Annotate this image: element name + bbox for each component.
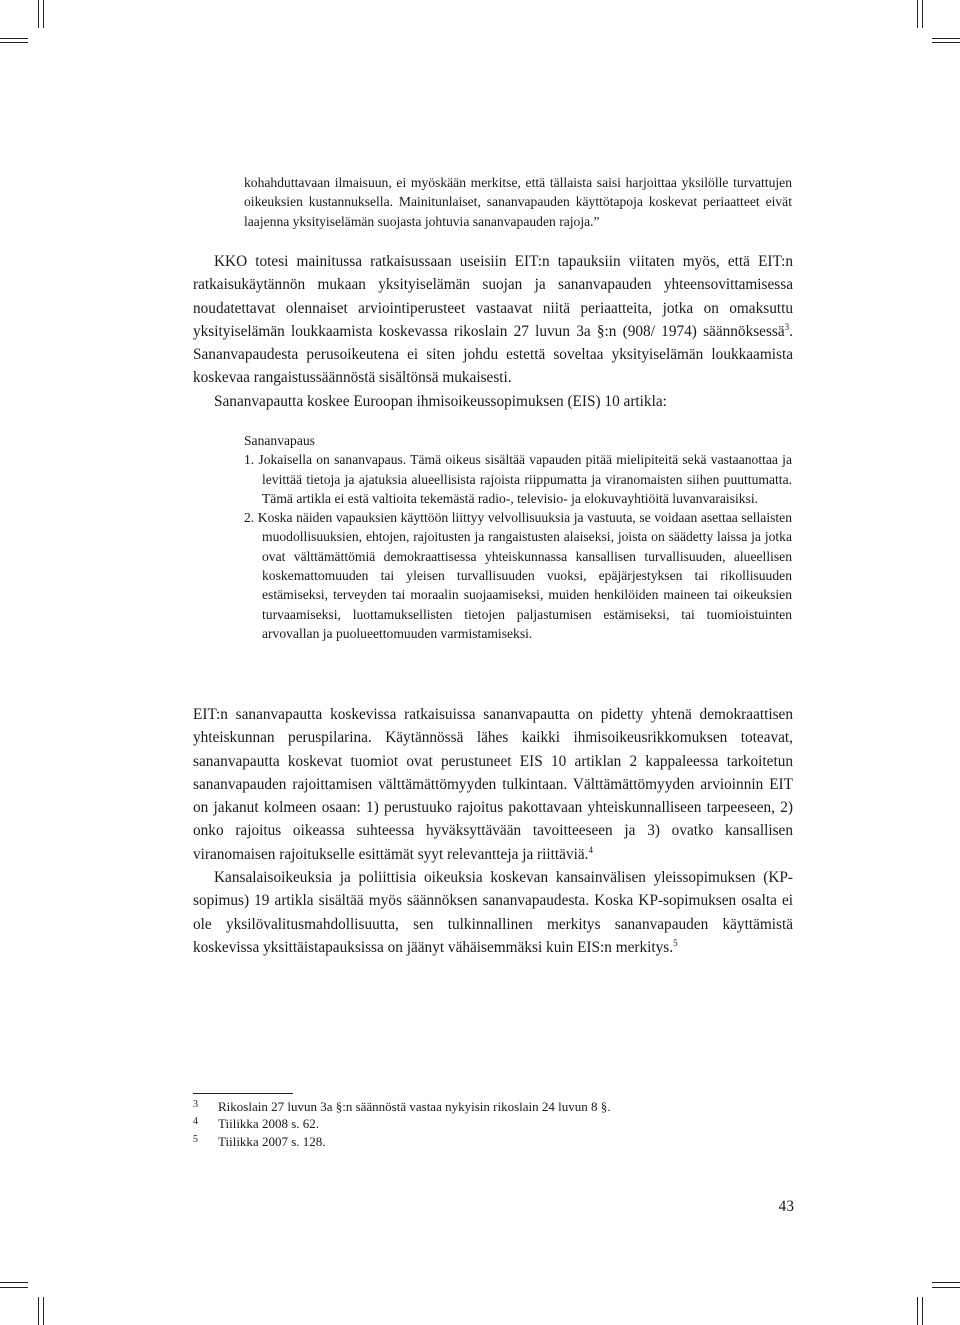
quote-item: 1. Jokaisella on sananvapaus. Tämä oikeus sisältää vapauden pitää mielipiteitä sekä vastaanottaa ja levittää tietoja ja ajatuksia alueellisista rajoista riippumatta ja viranomaisten siihen puuttumatta. Tämä artikla ei estä valtioita tekemästä radio-, televisio- ja elokuvayhtiöitä luvanvaraisiksi. <box>244 452 792 506</box>
paragraph-text: . Sananvapaudesta perusoikeutena ei siten johdu estettä soveltaa yksityiselämän loukkaamista koskevaa rangaistussäännöstä sisältönsä mukaisesti. <box>193 322 793 387</box>
paragraph <box>193 250 793 390</box>
footnote-text: Rikoslain 27 luvun 3a §:n säännöstä vastaa nykyisin rikoslain 24 luvun 8 §. <box>218 1099 611 1114</box>
crop-mark <box>38 0 39 28</box>
footnote-number: 4 <box>193 1116 198 1128</box>
crop-mark <box>0 38 28 39</box>
crop-mark <box>0 42 28 43</box>
crop-mark <box>922 0 923 28</box>
crop-mark <box>43 1297 44 1325</box>
footnote <box>193 1133 793 1150</box>
crop-mark <box>917 1297 918 1325</box>
crop-mark <box>0 1282 28 1283</box>
footnote <box>193 1098 793 1115</box>
quote-lead-text: kohahduttavaan ilmaisuun, ei myöskään merkitse, että tällaista saisi harjoittaa yksilölle turvattujen oikeuksien kustannuksella. Mainitunlaiset, sananvapauden käyttötapoja koskevat periaatteet eivät laajenna yksityiselämän suojasta johtuvia sananvapauden rajoja.” <box>244 175 792 229</box>
crop-mark <box>0 1287 28 1288</box>
block-quote <box>244 431 792 643</box>
crop-mark <box>38 1297 39 1325</box>
body-section-2 <box>193 703 793 959</box>
quote-item: 2. Koska näiden vapauksien käyttöön liittyy velvollisuuksia ja vastuuta, se voidaan asettaa sellaisten muodollisuuksien, ehtojen, rajoitusten ja rangaistusten alaiseksi, joista on säädetty laissa ja jotka ovat välttämättömiä demokraattisessa yhteiskunnassa kansallisen turvallisuuden, alueellisen koskemattomuuden tai yleisen turvallisuuden vuoksi, epäjärjestyksen tai rikollisuuden estämiseksi, terveyden tai moraalin suojaamiseksi, muiden henkilöiden maineen tai oikeuksien turvaamiseksi, luottamuksellisten tietojen paljastumisen estämiseksi, tai tuomioistuinten arvovallan ja puolueettomuuden varmistamiseksi. <box>244 510 792 641</box>
paragraph <box>193 866 793 959</box>
crop-mark <box>922 1297 923 1325</box>
quote-heading: Sananvapaus <box>244 433 315 448</box>
footnote-text: Tiilikka 2008 s. 62. <box>218 1116 320 1132</box>
crop-mark <box>932 42 960 43</box>
footnote-divider <box>193 1093 293 1094</box>
body-section-1 <box>193 250 793 413</box>
crop-mark <box>932 38 960 39</box>
quote-continuation <box>244 173 792 231</box>
crop-mark <box>917 0 918 28</box>
page-number: 43 <box>778 1198 794 1215</box>
crop-mark <box>932 1287 960 1288</box>
footnote-ref: 3 <box>784 321 790 332</box>
footnote-text: Tiilikka 2007 s. 128. <box>218 1133 326 1149</box>
footnote <box>193 1115 793 1132</box>
footnote-ref: 5 <box>673 937 678 948</box>
paragraph <box>193 703 793 866</box>
crop-mark <box>932 1282 960 1283</box>
footnote-number: 3 <box>193 1099 198 1110</box>
paragraph-text: KKO totesi mainitussa ratkaisussaan useisiin EIT:n tapauksiin viitaten myös, että EIT:n ratkaisukäytännön mukaan yksityiselämän suojan ja sananvapauden yhteensovittamisessa noudatettavat olennaiset arviointiperusteet vastaavat niitä periaatteita, jotka on omaksuttu yksityiselämän loukkaamista koskevassa rikoslain 27 luvun 3a §:n (908/ 1974) säännöksessä <box>193 253 793 340</box>
paragraph-text: EIT:n sananvapautta koskevissa ratkaisuissa sananvapautta on pidetty yhtenä demokraattisen yhteiskunnan peruspilarina. Käytännössä lähes kaikki ihmisoikeusrikkomuksen toteavat, sananvapautta koskevat tuomiot ovat perustuneet EIS 10 artiklan 2 kappaleessa tarkoitetun sananvapauden rajoittamisen välttämättömyyden tulkintaan. Välttämättömyyden arvioinnin EIT on jakanut kolmeen osaan: 1) perustuuko rajoitus pakottavaan yhteiskunnalliseen tarpeeseen, 2) onko rajoitus oikeassa suhteessa hyväksyttävään tavoitteeseen ja 3) ovatko kansallisen viranomaisen rajoitukselle esittämät syyt relevantteja ja riittäviä. <box>193 706 793 863</box>
crop-mark <box>43 0 44 28</box>
paragraph: Sananvapautta koskee Euroopan ihmisoikeussopimuksen (EIS) 10 artikla: <box>214 392 667 410</box>
paragraph-text: Kansalaisoikeuksia ja poliittisia oikeuksia koskevan kansainvälisen yleissopimuksen (KP-sopimus) 19 artikla sisältää myös säännöksen sananvapaudesta. Koska KP-sopimuksen osalta ei ole yksilövalitusmahdollisuutta, sen tulkinnallinen merkitys sananvapauden käyttämistä koskevissa yksittäistapauksissa on jäänyt vähäisemmäksi kuin EIS:n merkitys. <box>193 869 793 956</box>
footnotes <box>193 1098 793 1150</box>
footnote-number: 5 <box>193 1133 198 1145</box>
footnote-ref: 4 <box>588 844 593 855</box>
